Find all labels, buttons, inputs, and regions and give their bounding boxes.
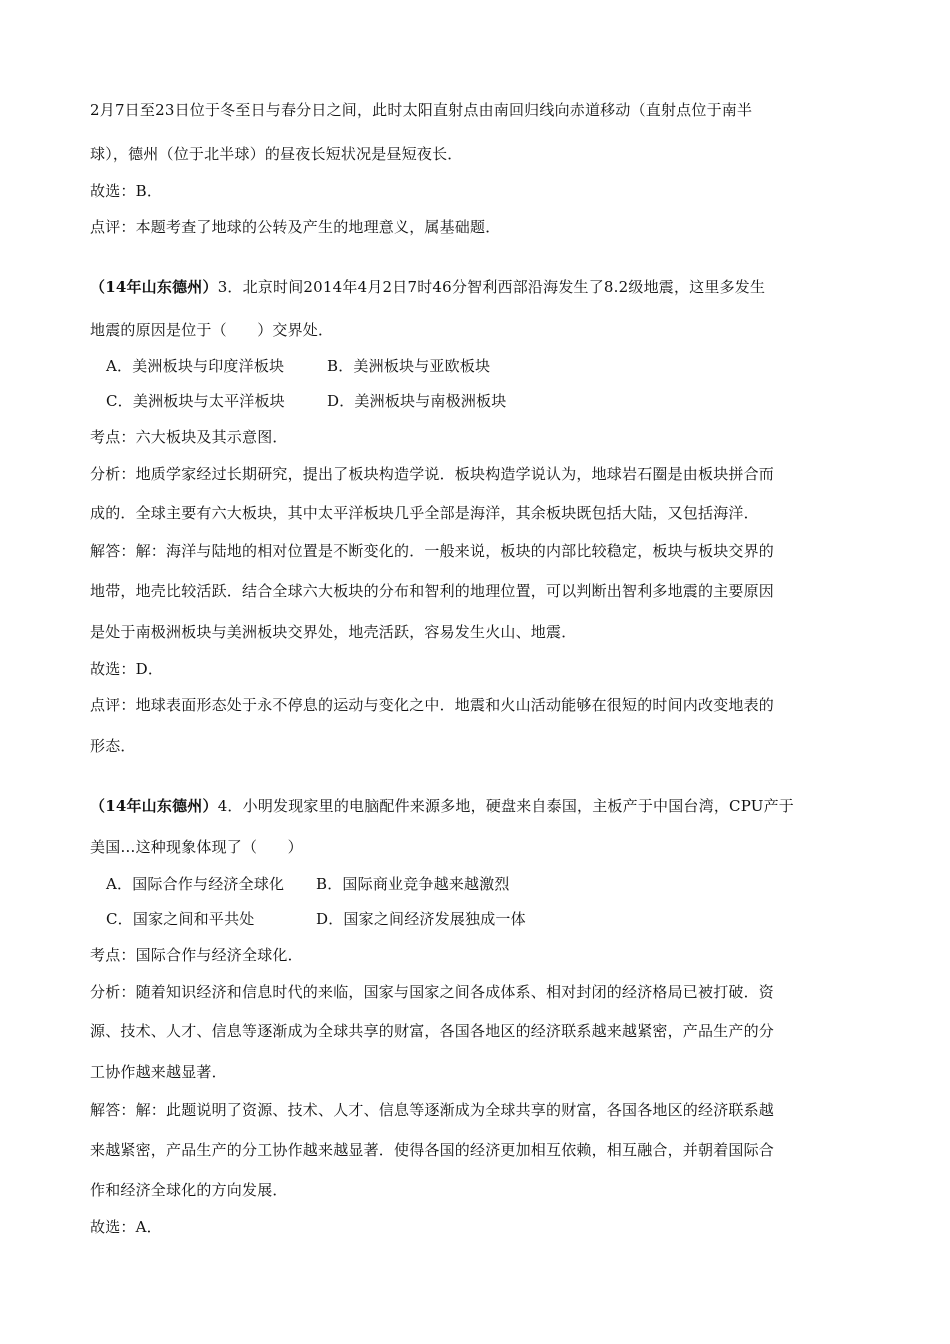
question-4-stem-cont: 美国…这种现象体现了（ ）: [90, 838, 303, 856]
solution-line: 解答：解：此题说明了资源、技术、人才、信息等逐渐成为全球共享的财富，各国各地区的经济联系越: [90, 1101, 775, 1119]
option-a: A．美洲板块与印度洋板块: [106, 357, 285, 375]
comment-line: 形态．: [90, 737, 136, 755]
option-c: C．国家之间和平共处: [106, 910, 255, 928]
question-3-stem-cont: 地震的原因是位于（ ）交界处．: [90, 321, 334, 339]
question-text: 4．小明发现家里的电脑配件来源多地，硬盘来自泰国，主板产于中国台湾，CPU产于: [217, 797, 794, 815]
solution-line: 来越紧密，产品生产的分工协作越来越显著．使得各国的经济更加相互依赖，相互融合，并朝着国际合: [90, 1141, 775, 1159]
answer-line: 故选：A．: [90, 1218, 162, 1236]
solution-line: 作和经济全球化的方向发展．: [90, 1181, 288, 1199]
answer-line: 故选：D．: [90, 660, 164, 678]
question-source: （14年山东德州）: [90, 797, 218, 815]
question-text: 3．北京时间2014年4月2日7时46分智利西部沿海发生了8.2级地震，这里多发生: [217, 278, 766, 296]
option-b: B．美洲板块与亚欧板块: [327, 357, 491, 375]
analysis-line: 分析：地质学家经过长期研究，提出了板块构造学说．板块构造学说认为，地球岩石圈是由板块拼合而: [90, 465, 775, 483]
question-3-stem: [90, 277, 860, 297]
text-line: 球），德州（位于北半球）的昼夜长短状况是昼短夜长．: [90, 145, 463, 163]
question-4-options-row-2: [106, 909, 876, 929]
answer-line: 故选：B．: [90, 182, 163, 200]
option-d: D．国家之间经济发展独成一体: [316, 910, 526, 928]
option-c: C．美洲板块与太平洋板块: [106, 392, 285, 410]
question-3-options-row-1: [106, 356, 876, 376]
question-4-options-row-1: [106, 874, 876, 894]
analysis-line: 成的．全球主要有六大板块，其中太平洋板块几乎全部是海洋，其余板块既包括大陆，又包括海洋．: [90, 504, 759, 522]
question-3-options-row-2: [106, 391, 876, 411]
kaodian-line: 考点：国际合作与经济全球化．: [90, 946, 303, 964]
analysis-line: 工协作越来越显著．: [90, 1063, 227, 1081]
option-b: B．国际商业竞争越来越激烈: [316, 875, 510, 893]
text-line: 2月7日至23日位于冬至日与春分日之间，此时太阳直射点由南回归线向赤道移动（直射点位于南半: [90, 101, 753, 119]
kaodian-line: 考点：六大板块及其示意图．: [90, 428, 288, 446]
comment-line: 点评：本题考查了地球的公转及产生的地理意义，属基础题．: [90, 218, 501, 236]
question-4-stem: [90, 796, 860, 816]
solution-line: 地带，地壳比较活跃．结合全球六大板块的分布和智利的地理位置，可以判断出智利多地震的主要原因: [90, 582, 775, 600]
solution-line: 是处于南极洲板块与美洲板块交界处，地壳活跃，容易发生火山、地震．: [90, 623, 577, 641]
analysis-line: 源、技术、人才、信息等逐渐成为全球共享的财富，各国各地区的经济联系越来越紧密，产品生产的分: [90, 1022, 775, 1040]
option-d: D．美洲板块与南极洲板块: [327, 392, 507, 410]
option-a: A．国际合作与经济全球化: [106, 875, 285, 893]
comment-line: 点评：地球表面形态处于永不停息的运动与变化之中．地震和火山活动能够在很短的时间内改变地表的: [90, 696, 775, 714]
question-source: （14年山东德州）: [90, 278, 218, 296]
analysis-line: 分析：随着知识经济和信息时代的来临，国家与国家之间各成体系、相对封闭的经济格局已被打破．资: [90, 983, 775, 1001]
solution-line: 解答：解：海洋与陆地的相对位置是不断变化的．一般来说，板块的内部比较稳定，板块与板块交界的: [90, 542, 775, 560]
